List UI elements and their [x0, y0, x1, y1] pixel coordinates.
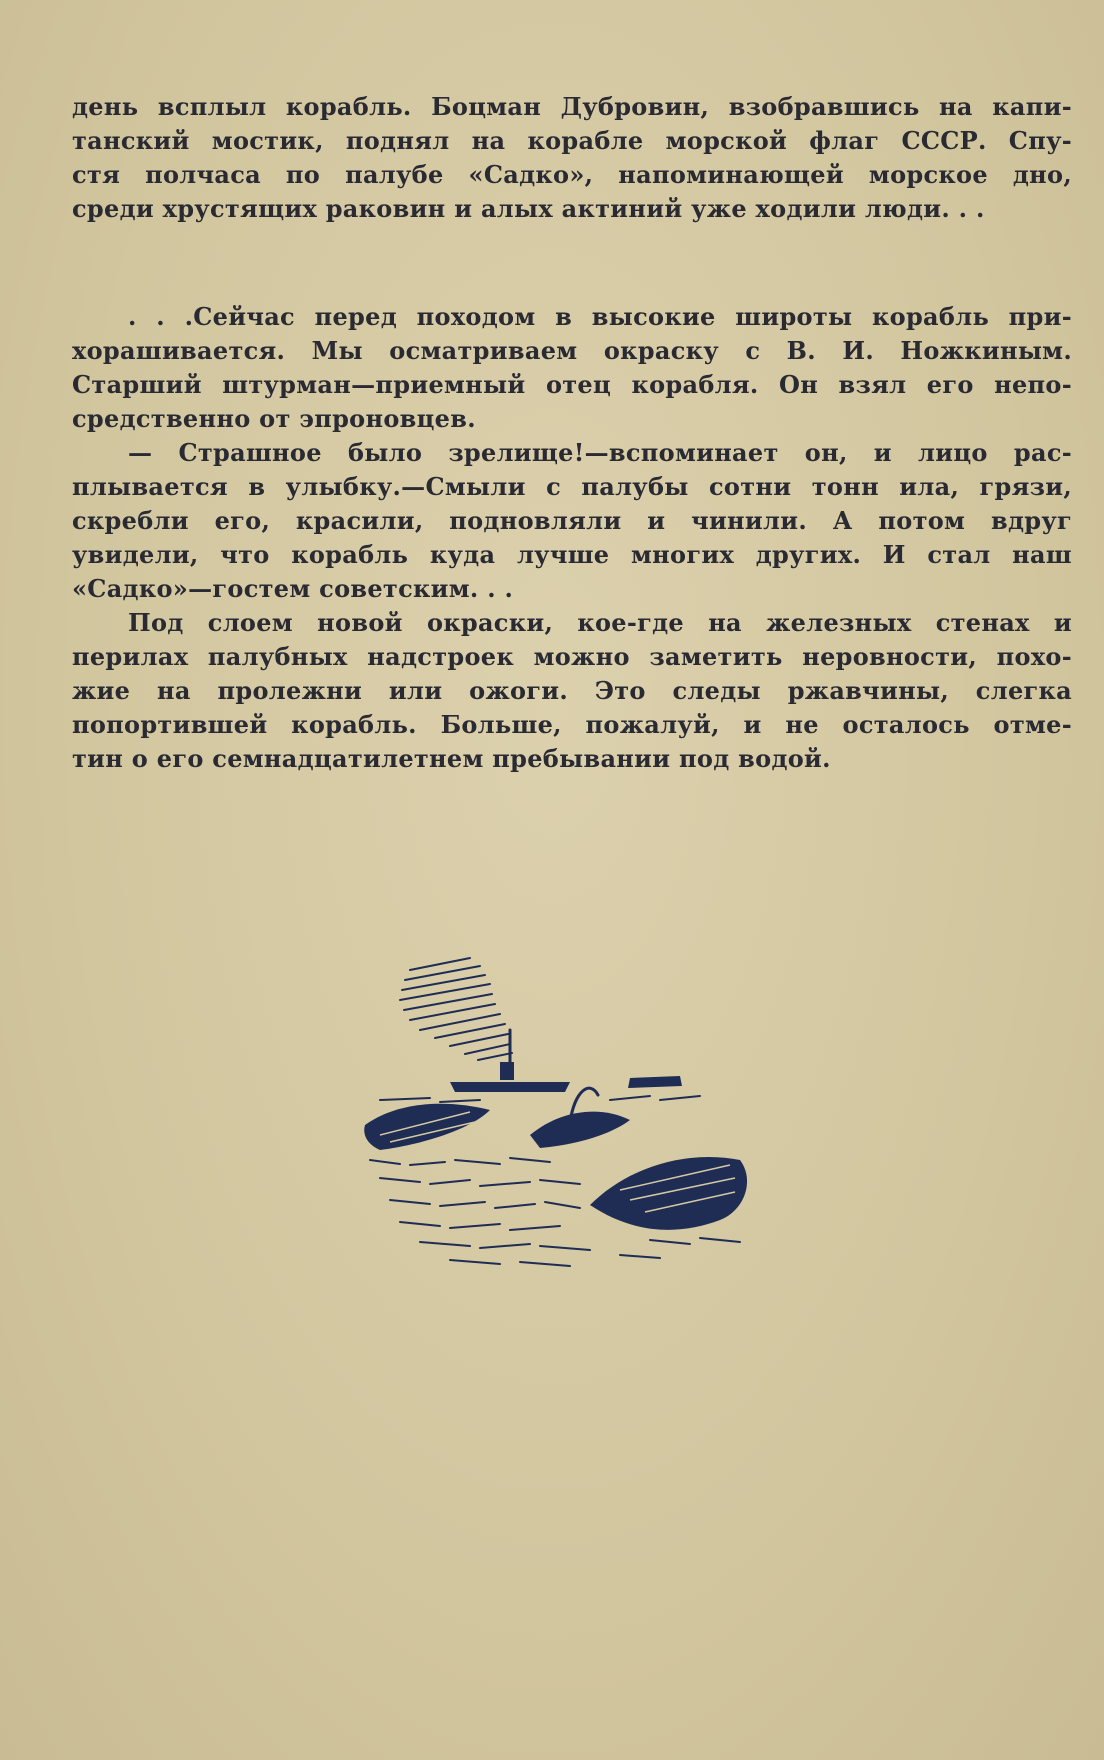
- text-line: перилах палубных надстроек можно заметить неровности, похо-: [72, 642, 1072, 671]
- smoke-hatching: [400, 958, 512, 1060]
- ship-hull: [450, 1082, 570, 1092]
- ice-floe-right: [590, 1157, 747, 1230]
- ice-floe-center: [530, 1112, 630, 1148]
- text-line: жие на пролежни или ожоги. Это следы ржавчины, слегка: [72, 676, 1072, 705]
- text-block-top: [72, 90, 1072, 226]
- text-line: хорашивается. Мы осматриваем окраску с В. И. Ножкиным.: [72, 336, 1072, 365]
- text-line: плывается в улыбку.—Смыли с палубы сотни тонн ила, грязи,: [72, 472, 1072, 501]
- text-line: увидели, что корабль куда лучше многих других. И стал наш: [72, 540, 1072, 569]
- text-line: — Страшное было зрелище!—вспоминает он, и лицо рас-: [128, 438, 1072, 467]
- ice-floe-left: [364, 1104, 490, 1150]
- distant-ship: [628, 1076, 682, 1088]
- text-line: среди хрустящих раковин и алых актиний уже ходили люди. . .: [72, 194, 985, 223]
- text-line: «Садко»—гостем советским. . .: [72, 574, 514, 603]
- text-line: . . .Сейчас перед походом в высокие широты корабль при-: [128, 302, 1072, 331]
- text-line: попортившей корабль. Больше, пожалуй, и не осталось отме-: [72, 710, 1072, 739]
- text-line: скребли его, красили, подновляли и чинили. А потом вдруг: [72, 506, 1072, 535]
- ship-funnel: [500, 1062, 514, 1080]
- text-line: день всплыл корабль. Боцман Дубровин, взобравшись на капи-: [72, 92, 1072, 121]
- text-line: Старший штурман—приемный отец корабля. Он взял его непо-: [72, 370, 1072, 399]
- text-line: тин о его семнадцатилетнем пребывании под водой.: [72, 744, 831, 773]
- text-block-main: [72, 300, 1072, 776]
- ship-illustration: [360, 950, 780, 1300]
- text-line: Под слоем новой окраски, кое-где на железных стенах и: [128, 608, 1072, 637]
- text-line: средственно от эпроновцев.: [72, 404, 476, 433]
- text-line: стя полчаса по палубе «Садко», напоминающей морское дно,: [72, 160, 1072, 189]
- text-line: танский мостик, поднял на корабле морской флаг СССР. Спу-: [72, 126, 1072, 155]
